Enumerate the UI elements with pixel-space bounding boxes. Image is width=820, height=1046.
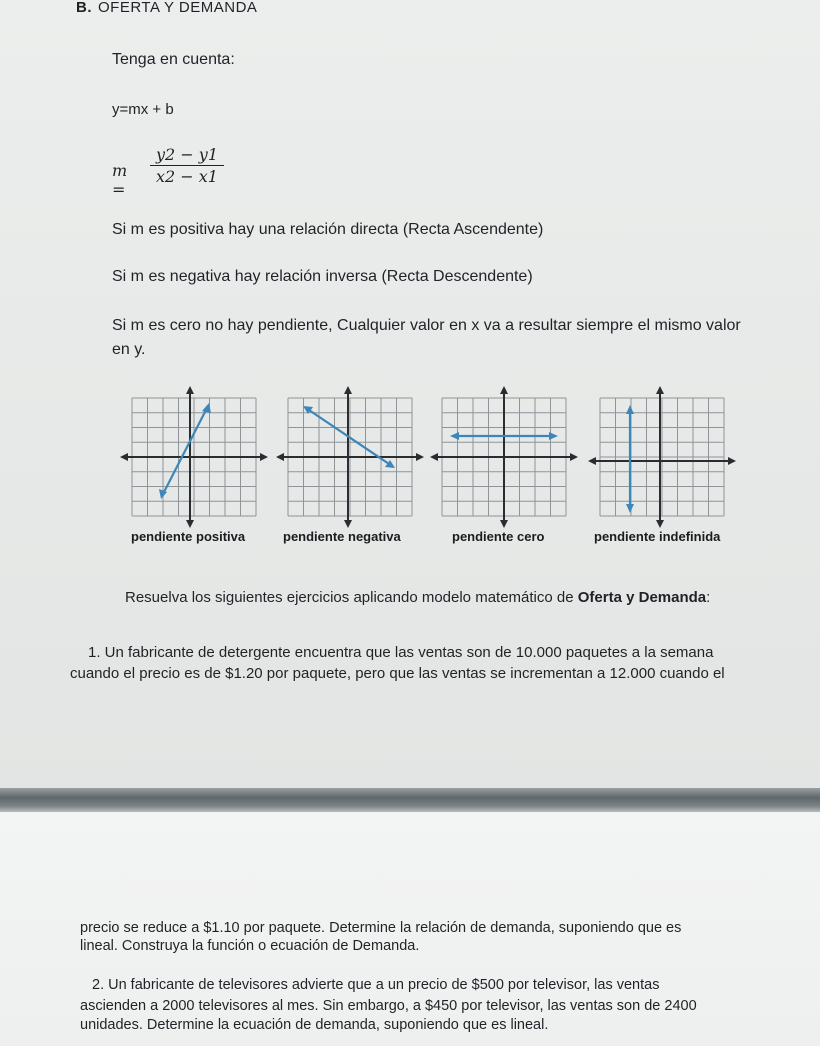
slope-arrowhead [549,432,558,440]
caption-positive-slope: pendiente positiva [131,529,246,544]
section-label: B. [76,0,92,16]
instruction-suffix: : [706,589,711,606]
exercise1-line-4: lineal. Construya la función o ecuación de Demanda. [80,938,420,954]
slope-arrowhead [626,504,634,513]
section-heading [76,0,257,18]
exercise1-line-1: 1. Un fabricante de detergente encuentra que las ventas son de 10.000 paquetes a la semana [88,644,714,661]
axis-arrowhead [500,386,508,394]
photo-divider-band [0,788,820,812]
slope-line [626,405,634,513]
caption-zero-slope: pendiente cero [452,529,545,544]
graph-undefined-slope [586,384,738,530]
line-equation: y=mx + b [112,101,174,118]
instruction-bold: Oferta y Demanda [577,589,707,606]
rule-zero-continued: en y. [112,341,146,358]
axis-arrowhead [120,453,128,461]
slope-formula-lhs: m = [112,161,128,199]
slope-line [159,403,211,499]
slope-arrowhead [626,405,634,414]
axis-arrowhead [186,386,194,394]
axis-arrowhead [500,520,508,528]
axis-arrowhead [588,457,596,465]
graph-axes [430,386,578,528]
exercise1-line-2: cuando el precio es de $1.20 por paquete, pero que las ventas se incrementan a 12.000 cuando el [70,665,725,682]
slope-arrowhead [450,432,459,440]
caption-undefined-slope: pendiente indefinida [594,529,721,544]
axis-arrowhead [656,520,664,528]
axis-arrowhead [276,453,284,461]
axis-arrowhead [416,453,424,461]
axis-arrowhead [344,520,352,528]
section-title: OFERTA Y DEMANDA [98,0,258,16]
slope-line-stroke [162,406,208,496]
axis-arrowhead [570,453,578,461]
graph-grid [600,398,724,516]
axis-arrowhead [656,386,664,394]
slope-denominator: x2 − x1 [156,167,218,186]
caption-negative-slope: pendiente negativa [283,529,401,544]
rule-positive: Si m es positiva hay una relación directa (Recta Ascendente) [112,221,544,238]
instruction-prefix: Resuelva los siguientes ejercicios aplicando modelo matemático de [125,589,578,606]
axis-arrowhead [186,520,194,528]
slope-fraction [150,145,224,186]
axis-arrowhead [260,453,268,461]
axis-arrowhead [430,453,438,461]
exercise1-line-3: precio se reduce a $1.10 por paquete. Determine la relación de demanda, suponiendo que es [80,920,682,936]
graph-negative-slope [274,384,426,530]
slope-numerator: y2 − y1 [150,145,224,166]
graph-zero-slope [428,384,580,530]
axis-arrowhead [728,457,736,465]
exercise2-line-1: 2. Un fabricante de televisores advierte que a un precio de $500 por televisor, las ventas [92,977,660,993]
graph-positive-slope [118,384,270,530]
note-label: Tenga en cuenta: [112,51,235,68]
axis-arrowhead [344,386,352,394]
exercise2-line-3: unidades. Determine la ecuación de demanda, suponiendo que es lineal. [80,1017,549,1033]
instruction-text [125,588,710,608]
rule-negative: Si m es negativa hay relación inversa (Recta Descendente) [112,268,533,285]
rule-zero: Si m es cero no hay pendiente, Cualquier valor en x va a resultar siempre el mismo valor [112,317,741,334]
exercise2-line-2: ascienden a 2000 televisores al mes. Sin embargo, a $450 por televisor, las ventas son de 2400 [80,998,697,1014]
